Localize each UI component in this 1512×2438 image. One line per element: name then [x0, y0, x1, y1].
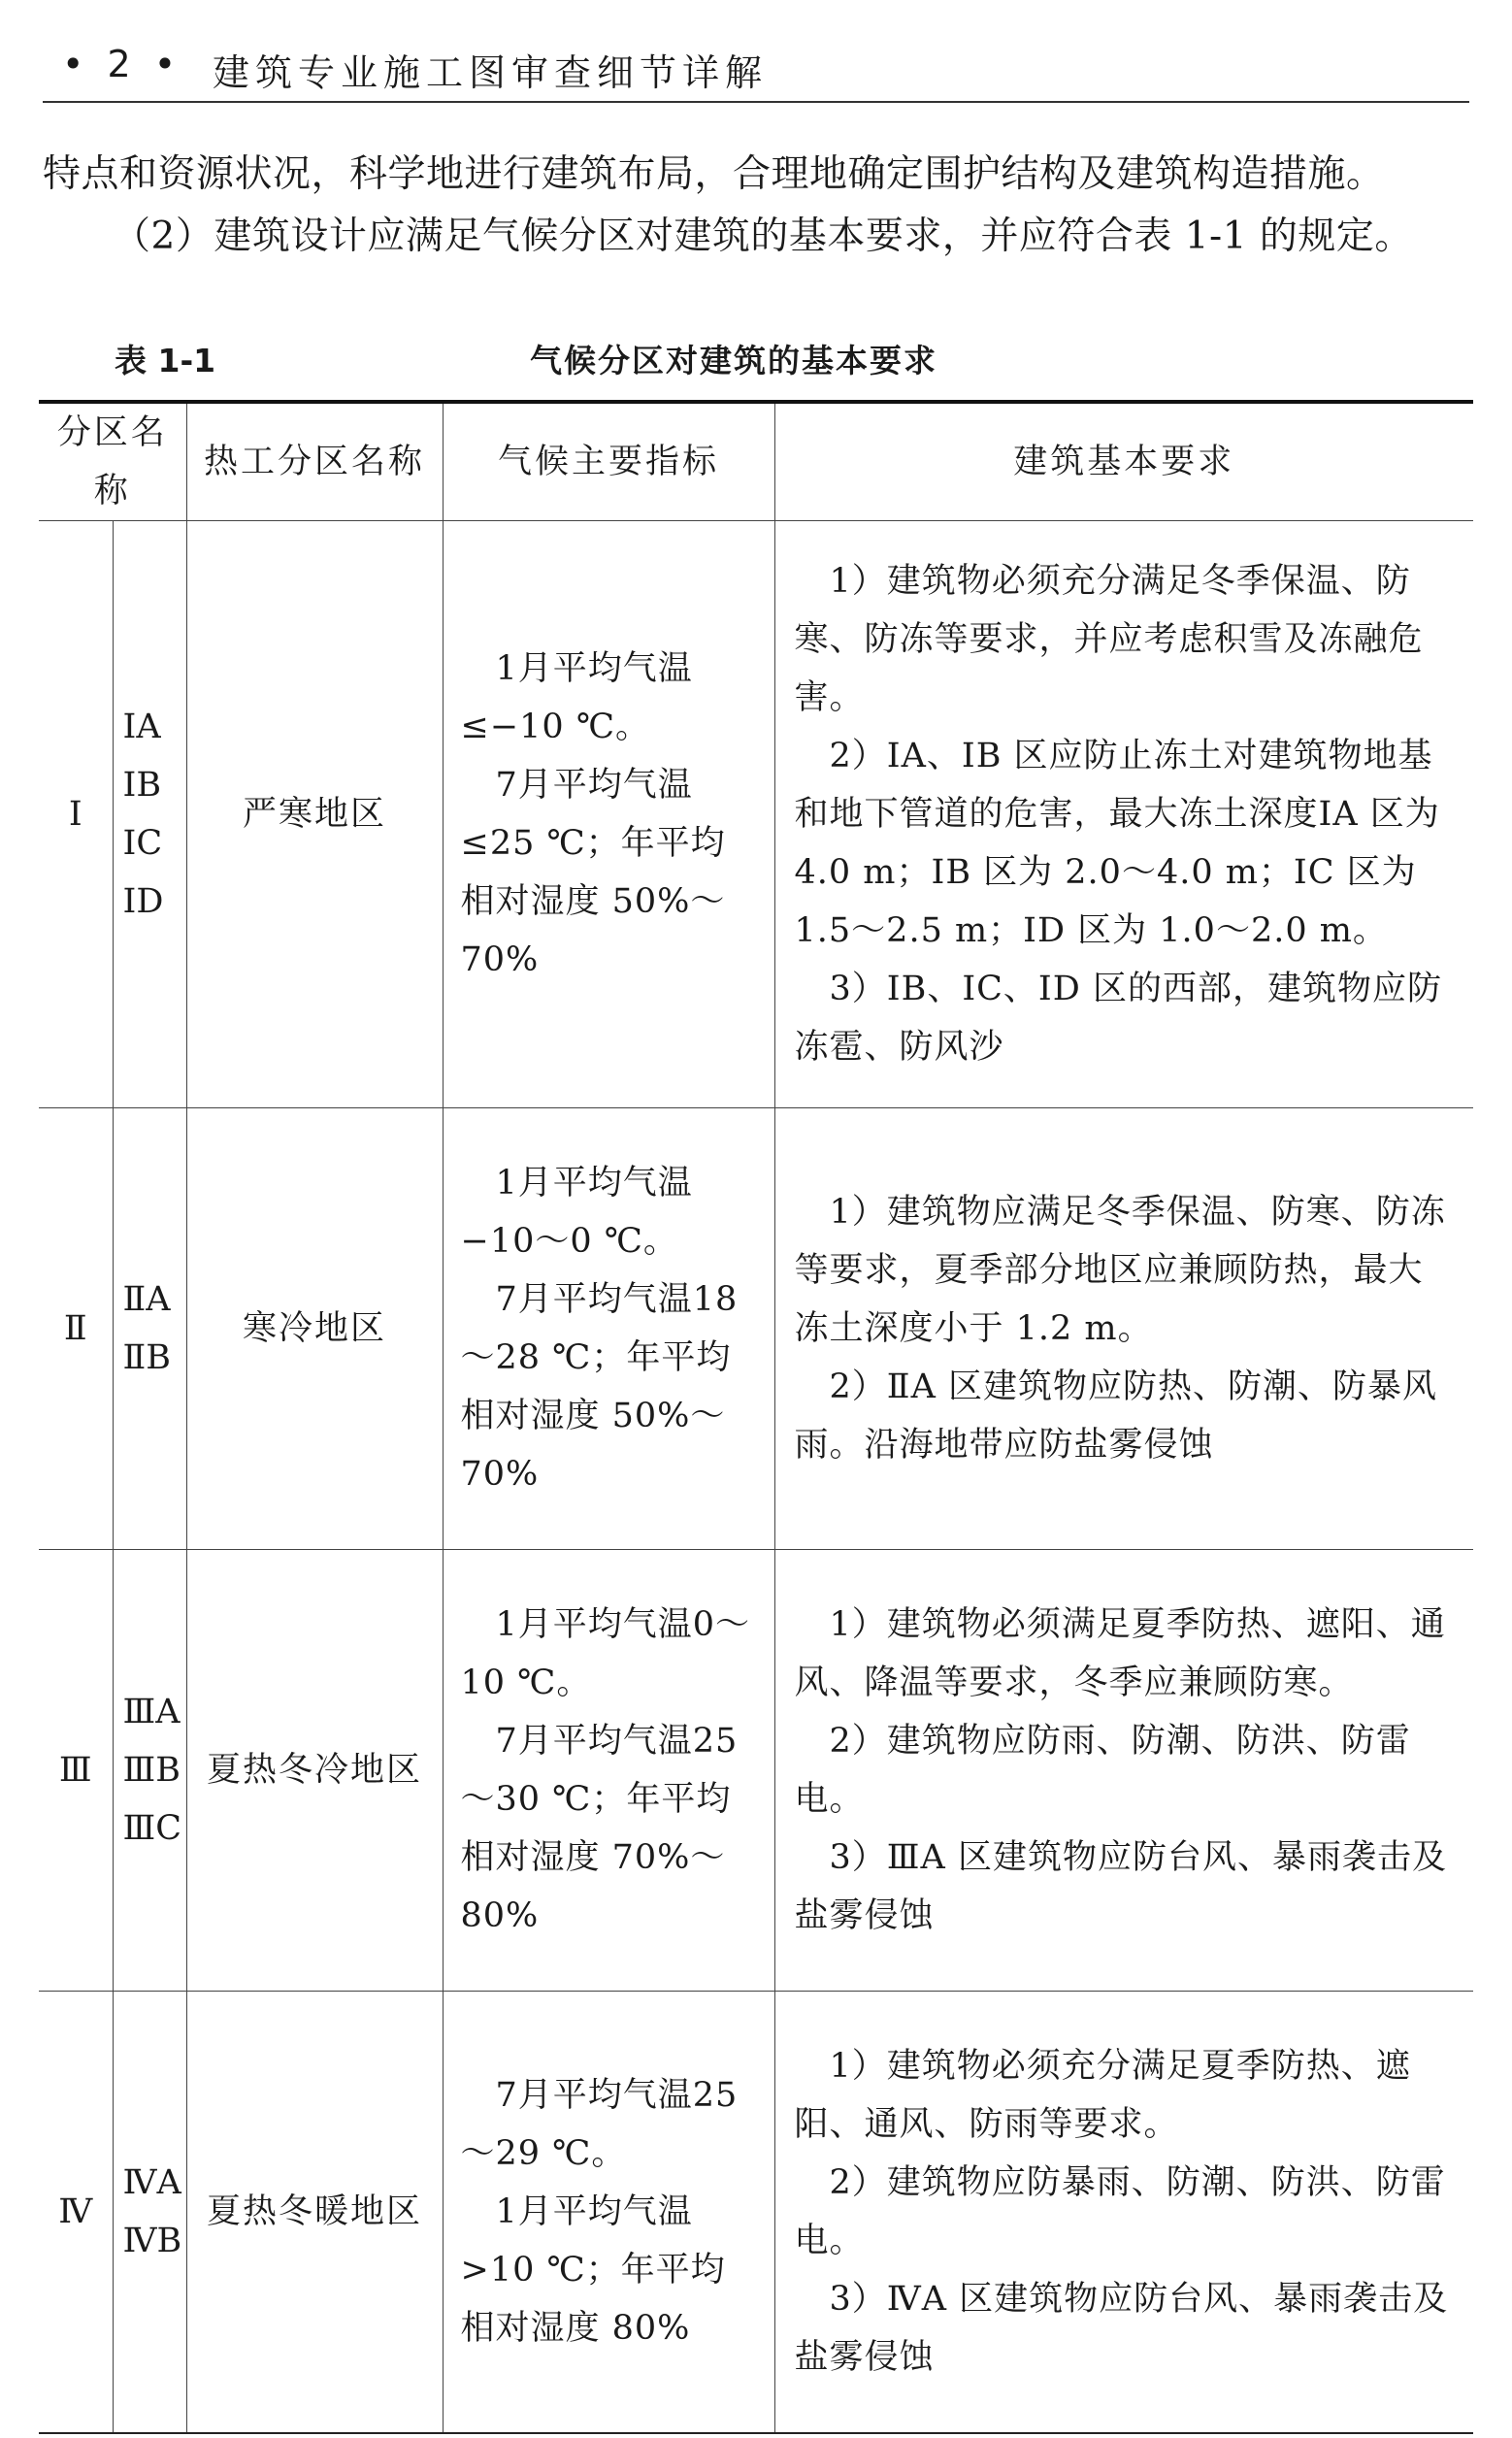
- table-caption-title: 气候分区对建筑的基本要求: [530, 342, 937, 379]
- thermal-zone-cell: 夏热冬冷地区: [186, 1550, 443, 1992]
- running-title: 建筑专业施工图审查细节详解: [213, 51, 769, 94]
- zone-cell: Ⅳ: [39, 1992, 113, 2433]
- thermal-zone-cell: 严寒地区: [186, 521, 443, 1108]
- table-row: [39, 1992, 1473, 2433]
- climate-indicator-cell: 1月平均气温−10～0 ℃。 7月平均气温18～28 ℃；年平均相对湿度 50%～70%: [443, 1108, 774, 1550]
- climate-indicator-cell: 1月平均气温≤−10 ℃。 7月平均气温≤25 ℃；年平均相对湿度 50%～70%: [443, 521, 774, 1108]
- page-number: • 2 •: [62, 43, 182, 85]
- table-row: [39, 1550, 1473, 1992]
- subzone-cell: ⅣA ⅣB: [113, 1992, 186, 2433]
- header-thermal: 热工分区名称: [186, 402, 443, 521]
- header-zone: 分区名称: [39, 402, 186, 521]
- header-climate: 气候主要指标: [443, 402, 774, 521]
- header-requirements: 建筑基本要求: [774, 402, 1473, 521]
- table-caption-number: 表 1-1: [115, 342, 216, 379]
- requirement-cell: 1）建筑物必须满足夏季防热、遮阳、通风、降温等要求，冬季应兼顾防寒。 2）建筑物应防雨、防潮、防洪、防雷电。 3）ⅢA 区建筑物应防台风、暴雨袭击及盐雾侵蚀: [774, 1550, 1473, 1992]
- requirement-cell: 1）建筑物必须充分满足夏季防热、遮阳、通风、防雨等要求。 2）建筑物应防暴雨、防潮、防洪、防雷电。 3）ⅣA 区建筑物应防台风、暴雨袭击及盐雾侵蚀: [774, 1992, 1473, 2433]
- climate-indicator-cell: 7月平均气温25～29 ℃。 1月平均气温>10 ℃；年平均相对湿度 80%: [443, 1992, 774, 2433]
- requirement-cell: 1）建筑物应满足冬季保温、防寒、防冻等要求，夏季部分地区应兼顾防热，最大冻土深度小于 1.2 m。 2）ⅡA 区建筑物应防热、防潮、防暴风雨。沿海地带应防盐雾侵蚀: [774, 1108, 1473, 1550]
- zone-cell: Ⅰ: [39, 521, 113, 1108]
- climate-zone-table: [39, 400, 1473, 2434]
- thermal-zone-cell: 寒冷地区: [186, 1108, 443, 1550]
- subzone-cell: ⅠA ⅠB ⅠC ⅠD: [113, 521, 186, 1108]
- subzone-cell: ⅡA ⅡB: [113, 1108, 186, 1550]
- body-paragraph-2: （2）建筑设计应满足气候分区对建筑的基本要求，并应符合表 1-1 的规定。: [113, 214, 1413, 258]
- subzone-cell: ⅢA ⅢB ⅢC: [113, 1550, 186, 1992]
- climate-indicator-cell: 1月平均气温0～10 ℃。 7月平均气温25～30 ℃；年平均相对湿度 70%～80%: [443, 1550, 774, 1992]
- thermal-zone-cell: 夏热冬暖地区: [186, 1992, 443, 2433]
- zone-cell: Ⅲ: [39, 1550, 113, 1992]
- requirement-cell: 1）建筑物必须充分满足冬季保温、防寒、防冻等要求，并应考虑积雪及冻融危害。 2）ⅠA、ⅠB 区应防止冻土对建筑物地基和地下管道的危害，最大冻土深度ⅠA 区为 4.0 m；ⅠB 区为 2.0～4.0 m；ⅠC 区为 1.5～2.5 m；ⅠD 区为 1.0～2.0 m。 3）ⅠB、ⅠC、ⅠD 区的西部，建筑物应防冻雹、防风沙: [774, 521, 1473, 1108]
- page-header: [43, 35, 1469, 99]
- zone-cell: Ⅱ: [39, 1108, 113, 1550]
- table-row: [39, 1108, 1473, 1550]
- table-header-row: [39, 402, 1473, 521]
- table-row: [39, 521, 1473, 1108]
- body-paragraph-1: 特点和资源状况，科学地进行建筑布局，合理地确定围护结构及建筑构造措施。: [43, 152, 1385, 196]
- header-rule: [43, 101, 1469, 103]
